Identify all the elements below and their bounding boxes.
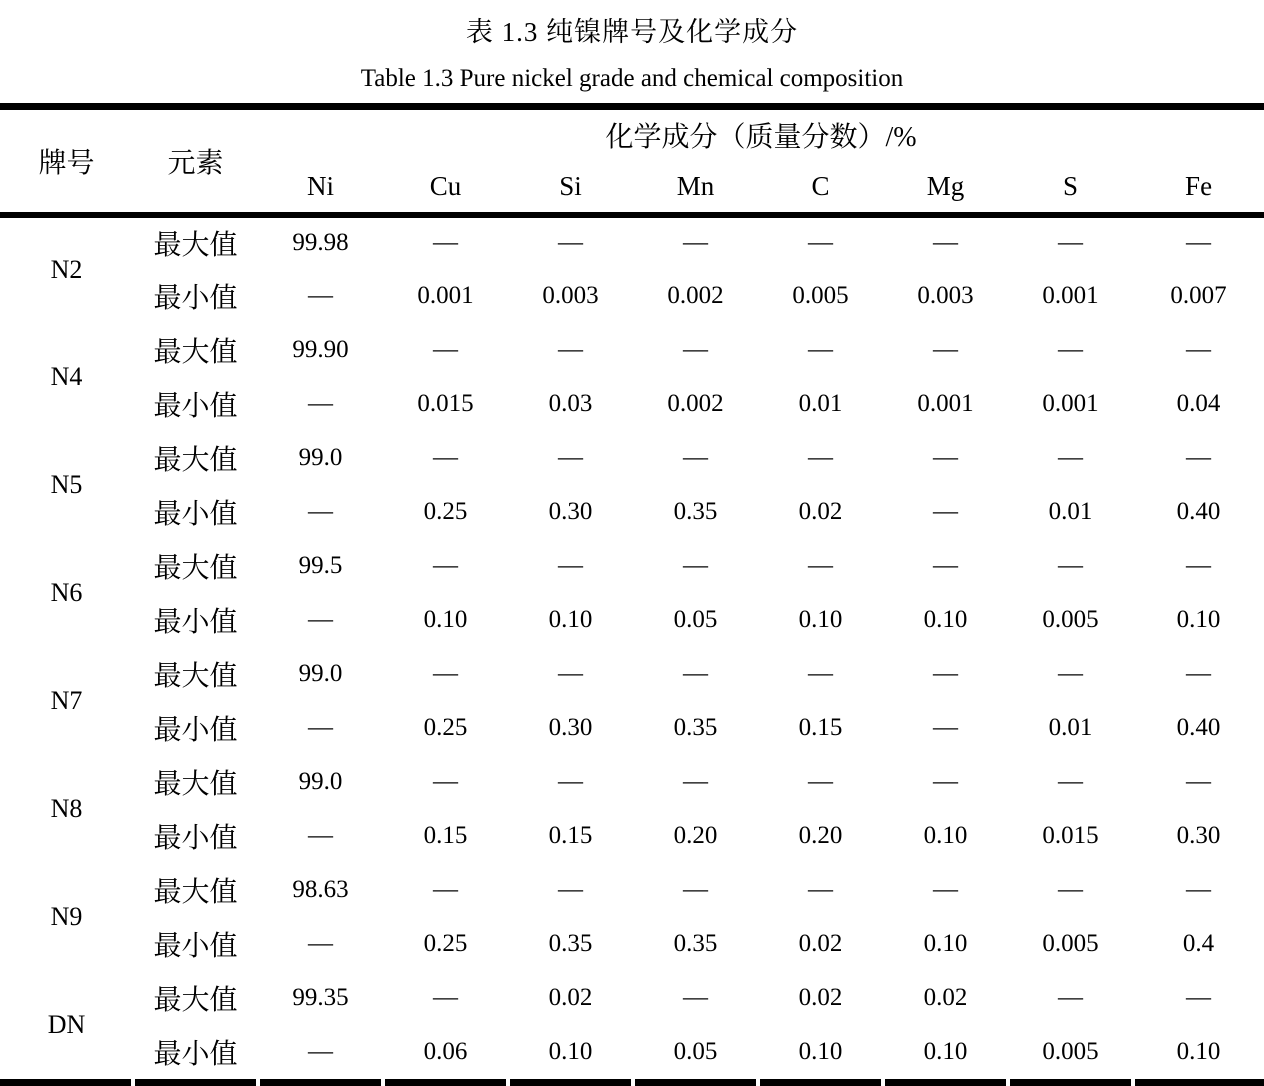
value-cell: — bbox=[558, 659, 583, 687]
value-cell: 0.10 bbox=[1176, 605, 1221, 633]
grade-cell: N5 bbox=[50, 469, 83, 499]
value-cell: — bbox=[1058, 335, 1083, 363]
value-cell: — bbox=[683, 875, 708, 903]
value-cell: — bbox=[808, 443, 833, 471]
value-cell: — bbox=[1186, 983, 1212, 1011]
nickel-composition-table bbox=[0, 103, 1264, 1086]
value-cell: 0.25 bbox=[423, 497, 468, 525]
value-cell: 0.30 bbox=[548, 713, 593, 741]
value-cell: 0.25 bbox=[423, 713, 468, 741]
value-cell: 99.5 bbox=[298, 551, 343, 579]
value-cell: — bbox=[933, 767, 958, 795]
value-cell: 0.15 bbox=[548, 821, 593, 849]
value-cell: 0.002 bbox=[667, 281, 724, 309]
value-cell: 0.30 bbox=[548, 497, 593, 525]
value-cell: 0.01 bbox=[798, 389, 843, 417]
value-cell: 0.35 bbox=[673, 713, 718, 741]
row-label-min: 最小值 bbox=[153, 498, 238, 530]
row-label-min: 最小值 bbox=[153, 714, 238, 746]
value-cell: — bbox=[1058, 875, 1083, 903]
value-cell: — bbox=[1058, 229, 1083, 256]
value-cell: 0.001 bbox=[1042, 389, 1099, 417]
bottom-rule-segment bbox=[758, 1079, 883, 1086]
value-cell: — bbox=[683, 983, 708, 1011]
value-cell: — bbox=[1186, 659, 1212, 687]
value-cell: — bbox=[433, 229, 458, 256]
value-cell: — bbox=[683, 551, 708, 579]
bottom-rule-segment bbox=[383, 1079, 508, 1086]
value-cell: 0.015 bbox=[1042, 821, 1099, 849]
table-row-max bbox=[0, 539, 1264, 593]
value-cell: 0.40 bbox=[1176, 497, 1221, 525]
value-cell: 0.01 bbox=[1048, 713, 1093, 741]
bottom-rule-segment bbox=[1133, 1079, 1264, 1086]
value-cell: — bbox=[308, 1037, 333, 1065]
value-cell: 0.003 bbox=[542, 281, 599, 309]
value-cell: — bbox=[1186, 551, 1212, 579]
value-cell: 0.05 bbox=[673, 1037, 718, 1065]
value-cell: — bbox=[558, 443, 583, 471]
value-cell: — bbox=[933, 659, 958, 687]
value-cell: 0.25 bbox=[423, 929, 468, 957]
value-cell: 0.015 bbox=[417, 389, 474, 417]
value-cell: 0.30 bbox=[1176, 821, 1221, 849]
value-cell: 0.20 bbox=[798, 821, 843, 849]
value-cell: — bbox=[433, 875, 458, 903]
value-cell: 0.005 bbox=[1042, 605, 1099, 633]
value-cell: 0.005 bbox=[792, 281, 849, 309]
value-cell: 0.20 bbox=[673, 821, 718, 849]
element-header-cu: Cu bbox=[429, 170, 462, 201]
value-cell: 99.0 bbox=[298, 767, 343, 795]
value-cell: — bbox=[1058, 767, 1083, 795]
value-cell: — bbox=[683, 659, 708, 687]
value-cell: — bbox=[808, 551, 833, 579]
value-cell: — bbox=[433, 443, 458, 471]
value-cell: — bbox=[1058, 443, 1083, 471]
value-cell: 0.001 bbox=[1042, 281, 1099, 309]
value-cell: — bbox=[808, 229, 833, 256]
row-label-max: 最大值 bbox=[153, 336, 238, 368]
value-cell: — bbox=[683, 767, 708, 795]
element-header-mg: Mg bbox=[926, 170, 965, 201]
value-cell: 0.03 bbox=[548, 389, 593, 417]
value-cell: 0.4 bbox=[1182, 929, 1215, 957]
value-cell: 0.06 bbox=[423, 1037, 468, 1065]
value-cell: — bbox=[808, 767, 833, 795]
grade-cell: N7 bbox=[50, 685, 83, 715]
header-row-top bbox=[0, 107, 1264, 161]
value-cell: — bbox=[433, 659, 458, 687]
row-label-min: 最小值 bbox=[153, 606, 238, 638]
value-cell: 0.10 bbox=[923, 605, 968, 633]
value-cell: 0.10 bbox=[1176, 1037, 1221, 1065]
table-title-zh: 表 1.3 纯镍牌号及化学成分 bbox=[465, 17, 799, 47]
bottom-rule-segment bbox=[0, 1079, 133, 1086]
table-row-min bbox=[0, 269, 1264, 323]
row-label-min: 最小值 bbox=[153, 390, 238, 422]
bottom-rule-segment bbox=[883, 1079, 1008, 1086]
grade-cell: N8 bbox=[50, 793, 83, 823]
value-cell: — bbox=[308, 497, 333, 525]
grade-cell: N9 bbox=[50, 901, 83, 931]
value-cell: — bbox=[558, 229, 583, 256]
value-cell: 99.98 bbox=[292, 229, 349, 256]
value-cell: 0.10 bbox=[423, 605, 468, 633]
element-header-ni: Ni bbox=[307, 170, 334, 201]
value-cell: — bbox=[1186, 767, 1212, 795]
value-cell: 0.35 bbox=[548, 929, 593, 957]
table-body bbox=[0, 215, 1264, 1079]
grade-column-header: 牌号 bbox=[38, 147, 95, 179]
row-label-max: 最大值 bbox=[153, 552, 238, 584]
value-cell: — bbox=[433, 767, 458, 795]
table-row-max bbox=[0, 863, 1264, 917]
element-header-c: C bbox=[811, 170, 830, 201]
value-cell: — bbox=[433, 551, 458, 579]
value-cell: 0.001 bbox=[417, 281, 474, 309]
table-row-min bbox=[0, 485, 1264, 539]
value-cell: 0.003 bbox=[917, 281, 974, 309]
table-row-max bbox=[0, 755, 1264, 809]
value-cell: — bbox=[933, 875, 958, 903]
row-label-max: 最大值 bbox=[153, 444, 238, 476]
value-cell: — bbox=[308, 605, 333, 633]
value-cell: — bbox=[683, 335, 708, 363]
value-cell: — bbox=[933, 497, 958, 525]
value-cell: — bbox=[1058, 659, 1083, 687]
value-cell: 0.10 bbox=[548, 605, 593, 633]
bottom-rule-segment bbox=[133, 1079, 258, 1086]
grade-cell: DN bbox=[47, 1009, 86, 1039]
bottom-rule-segment bbox=[258, 1079, 383, 1086]
table-row-min bbox=[0, 701, 1264, 755]
value-cell: 0.10 bbox=[548, 1037, 593, 1065]
bottom-rule-row bbox=[0, 1079, 1264, 1086]
bottom-rule-segment bbox=[1008, 1079, 1133, 1086]
value-cell: — bbox=[1186, 443, 1212, 471]
value-cell: — bbox=[308, 821, 333, 849]
value-cell: 0.05 bbox=[673, 605, 718, 633]
value-cell: — bbox=[808, 335, 833, 363]
grade-cell: N2 bbox=[50, 255, 83, 284]
value-cell: — bbox=[308, 281, 333, 309]
value-cell: 0.001 bbox=[917, 389, 974, 417]
value-cell: — bbox=[558, 875, 583, 903]
bottom-rule-segment bbox=[633, 1079, 758, 1086]
value-cell: — bbox=[933, 713, 958, 741]
element-header-si: Si bbox=[559, 170, 582, 201]
composition-group-header: 化学成分（质量分数）/% bbox=[605, 122, 917, 154]
table-row-max bbox=[0, 215, 1264, 269]
value-cell: 0.10 bbox=[923, 821, 968, 849]
value-cell: — bbox=[558, 767, 583, 795]
value-cell: — bbox=[308, 713, 333, 741]
value-cell: 98.63 bbox=[292, 875, 349, 903]
value-cell: 0.007 bbox=[1170, 281, 1227, 309]
value-cell: — bbox=[1186, 335, 1212, 363]
value-cell: — bbox=[683, 229, 708, 256]
value-cell: — bbox=[558, 335, 583, 363]
table-row-max bbox=[0, 647, 1264, 701]
value-cell: — bbox=[808, 875, 833, 903]
value-cell: 0.40 bbox=[1176, 713, 1221, 741]
value-cell: 99.35 bbox=[292, 983, 349, 1011]
value-cell: — bbox=[1186, 875, 1212, 903]
table-row-min bbox=[0, 917, 1264, 971]
value-cell: 0.15 bbox=[798, 713, 843, 741]
value-cell: — bbox=[308, 929, 333, 957]
element-header-fe: Fe bbox=[1185, 170, 1213, 201]
value-cell: 99.90 bbox=[292, 335, 349, 363]
element-header-s: S bbox=[1062, 170, 1079, 201]
value-cell: — bbox=[1186, 229, 1212, 256]
table-row-max bbox=[0, 323, 1264, 377]
row-label-min: 最小值 bbox=[153, 1038, 238, 1070]
value-cell: — bbox=[1058, 551, 1083, 579]
value-cell: — bbox=[933, 551, 958, 579]
value-cell: 0.15 bbox=[423, 821, 468, 849]
value-cell: 0.10 bbox=[923, 929, 968, 957]
row-label-min: 最小值 bbox=[153, 282, 238, 314]
table-row-min bbox=[0, 377, 1264, 431]
value-cell: — bbox=[933, 443, 958, 471]
value-cell: — bbox=[308, 389, 333, 417]
value-cell: — bbox=[808, 659, 833, 687]
value-cell: 0.02 bbox=[548, 983, 593, 1011]
table-row-max bbox=[0, 431, 1264, 485]
row-label-max: 最大值 bbox=[153, 984, 238, 1016]
value-cell: 0.02 bbox=[798, 929, 843, 957]
value-cell: — bbox=[933, 229, 958, 256]
value-cell: — bbox=[433, 335, 458, 363]
element-header-mn: Mn bbox=[676, 170, 715, 201]
value-cell: — bbox=[933, 335, 958, 363]
table-header bbox=[0, 107, 1264, 215]
value-cell: 0.04 bbox=[1176, 389, 1221, 417]
value-cell: — bbox=[433, 983, 458, 1011]
table-bottom-rule bbox=[0, 1079, 1264, 1086]
value-cell: 0.35 bbox=[673, 929, 718, 957]
value-cell: 0.01 bbox=[1048, 497, 1093, 525]
value-cell: — bbox=[558, 551, 583, 579]
table-row-max bbox=[0, 971, 1264, 1025]
bottom-rule-segment bbox=[508, 1079, 633, 1086]
table-row-min bbox=[0, 1025, 1264, 1079]
grade-cell: N6 bbox=[50, 577, 83, 607]
row-label-max: 最大值 bbox=[153, 876, 238, 908]
value-cell: 0.10 bbox=[798, 1037, 843, 1065]
value-cell: 0.02 bbox=[798, 983, 843, 1011]
table-row-min bbox=[0, 809, 1264, 863]
value-cell: 0.02 bbox=[798, 497, 843, 525]
value-cell: 0.002 bbox=[667, 389, 724, 417]
table-row-min bbox=[0, 593, 1264, 647]
value-cell: — bbox=[1058, 983, 1083, 1011]
row-label-min: 最小值 bbox=[153, 822, 238, 854]
row-label-max: 最大值 bbox=[153, 230, 238, 261]
table-title-en: Table 1.3 Pure nickel grade and chemical composition bbox=[360, 65, 904, 92]
value-cell: 0.005 bbox=[1042, 1037, 1099, 1065]
value-cell: 99.0 bbox=[298, 443, 343, 471]
row-label-max: 最大值 bbox=[153, 660, 238, 692]
element-column-header: 元素 bbox=[167, 147, 224, 179]
value-cell: 0.10 bbox=[798, 605, 843, 633]
value-cell: — bbox=[683, 443, 708, 471]
value-cell: 0.35 bbox=[673, 497, 718, 525]
row-label-max: 最大值 bbox=[153, 768, 238, 800]
grade-cell: N4 bbox=[50, 361, 83, 391]
value-cell: 99.0 bbox=[298, 659, 343, 687]
row-label-min: 最小值 bbox=[153, 930, 238, 962]
value-cell: 0.02 bbox=[923, 983, 968, 1011]
value-cell: 0.10 bbox=[923, 1037, 968, 1065]
value-cell: 0.005 bbox=[1042, 929, 1099, 957]
